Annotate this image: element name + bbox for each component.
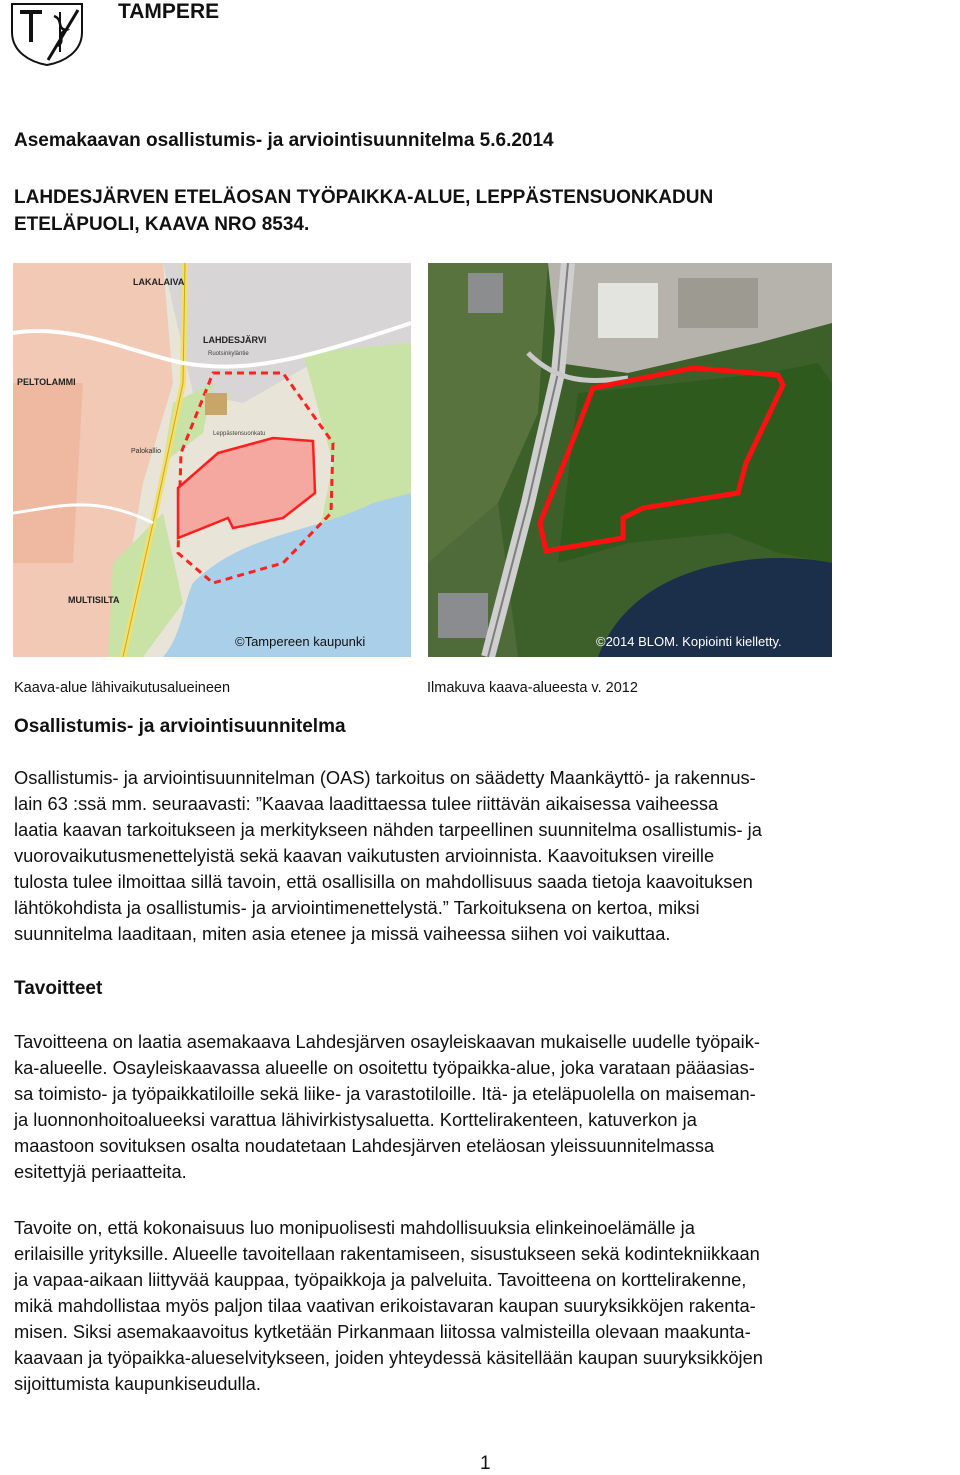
section-paragraph: [14, 1029, 960, 1185]
text-line: tulosta tulee ilmoittaa sillä tavoin, että osallisilla on mahdollisuus saada tietoja kaavoituksen: [14, 871, 753, 892]
section-title: Tavoitteet: [14, 978, 103, 999]
text-line: laatia kaavan tarkoitukseen ja merkitykseen nähden tarpeellinen suunnitelma osallistumis- ja: [14, 819, 762, 840]
area-map: [13, 263, 411, 657]
city-name: TAMPERE: [118, 0, 220, 23]
section-paragraph: [14, 765, 960, 947]
document-title: Asemakaavan osallistumis- ja arviointisuunnitelma 5.6.2014: [14, 130, 554, 151]
map-copyright: ©Tampereen kaupunki: [235, 634, 366, 649]
aerial-photo: [428, 263, 832, 657]
photo-caption: Ilmakuva kaava-alueesta v. 2012: [427, 680, 638, 696]
text-line: kaavaan ja työpaikka-alueselvitykseen, joiden yhteydessä käsitellään kaupan suuryksikköjen: [14, 1347, 763, 1368]
text-line: lähtökohdista ja osallistumis- ja arviointimenettelystä.” Tarkoituksena on kertoa, miksi: [14, 897, 700, 918]
map-label: Palokallio: [131, 448, 161, 455]
plan-heading-line: ETELÄPUOLI, KAAVA NRO 8534.: [14, 214, 310, 235]
text-line: erilaisille yrityksille. Alueelle tavoitellaan rakentamiseen, sisustukseen sekä kodintekniikkaan: [14, 1243, 760, 1264]
plan-heading-line: LAHDESJÄRVEN ETELÄOSAN TYÖPAIKKA-ALUE, LEPPÄSTENSUONKADUN: [14, 187, 714, 208]
text-line: ka-alueelle. Osayleiskaavassa alueelle on osoitettu työpaikka-alue, joka varataan pääasias-: [14, 1057, 755, 1078]
text-line: ja luonnonhoitoalueeksi varattua lähivirkistysaluetta. Korttelirakenteen, katuverkon ja: [14, 1109, 697, 1130]
map-label: Leppästensuonkatu: [213, 431, 266, 437]
text-line: Tavoitteena on laatia asemakaava Lahdesjärven osayleiskaavan mukaiselle uudelle työpaik-: [14, 1031, 760, 1052]
text-line: sa toimisto- ja työpaikkatiloille sekä liike- ja varastotiloille. Itä- ja eteläpuolella on maiseman-: [14, 1083, 756, 1104]
map-label: MULTISILTA: [68, 595, 120, 605]
map-label: PELTOLAMMI: [17, 377, 76, 387]
text-line: suunnitelma laaditaan, miten asia etenee ja missä vaiheessa siihen voi vaikuttaa.: [14, 923, 671, 944]
section-title: Osallistumis- ja arviointisuunnitelma: [14, 716, 346, 737]
text-line: mikä mahdollistaa myös paljon tilaa vaativan erikoistavaran kaupan suuryksikköjen rakenta-: [14, 1295, 756, 1316]
photo-copyright: ©2014 BLOM. Kopiointi kielletty.: [596, 634, 782, 649]
text-line: sijoittumista kaupunkiseudulla.: [14, 1373, 261, 1394]
text-line: ja vapaa-aikaan liittyvää kauppaa, työpaikkoja ja palveluita. Tavoitteena on korttelirakenne,: [14, 1269, 747, 1290]
map-label: LAHDESJÄRVI: [203, 335, 267, 345]
plan-heading: [14, 184, 944, 238]
text-line: Osallistumis- ja arviointisuunnitelman (OAS) tarkoitus on säädetty Maankäyttö- ja rakennus-: [14, 767, 756, 788]
text-line: Tavoite on, että kokonaisuus luo monipuolisesti mahdollisuuksia elinkeinoelämälle ja: [14, 1217, 695, 1238]
map-caption: Kaava-alue lähivaikutusalueineen: [14, 680, 231, 696]
tampere-coat-of-arms-icon: [8, 2, 86, 66]
text-line: lain 63 :ssä mm. seuraavasti: ”Kaavaa laadittaessa tulee riittävän aikaisessa vaiheessa: [14, 793, 719, 814]
text-line: maastoon sovituksen osalta noudatetaan Lahdesjärven eteläosan yleissuunnitelmassa: [14, 1135, 715, 1156]
text-line: esitettyjä periaatteita.: [14, 1161, 187, 1182]
map-label: LAKALAIVA: [133, 277, 185, 287]
text-line: misen. Siksi asemakaavoitus kytketään Pirkanmaan liitossa valmisteilla olevaan maakunta-: [14, 1321, 751, 1342]
text-line: vuorovaikutusmenettelyistä sekä kaavan vaikutusten arvioinnista. Kaavoituksen vireille: [14, 845, 715, 866]
section-paragraph: [14, 1215, 960, 1397]
page-number: 1: [480, 1453, 491, 1474]
map-label: Ruotsinkyläntie: [208, 351, 249, 357]
